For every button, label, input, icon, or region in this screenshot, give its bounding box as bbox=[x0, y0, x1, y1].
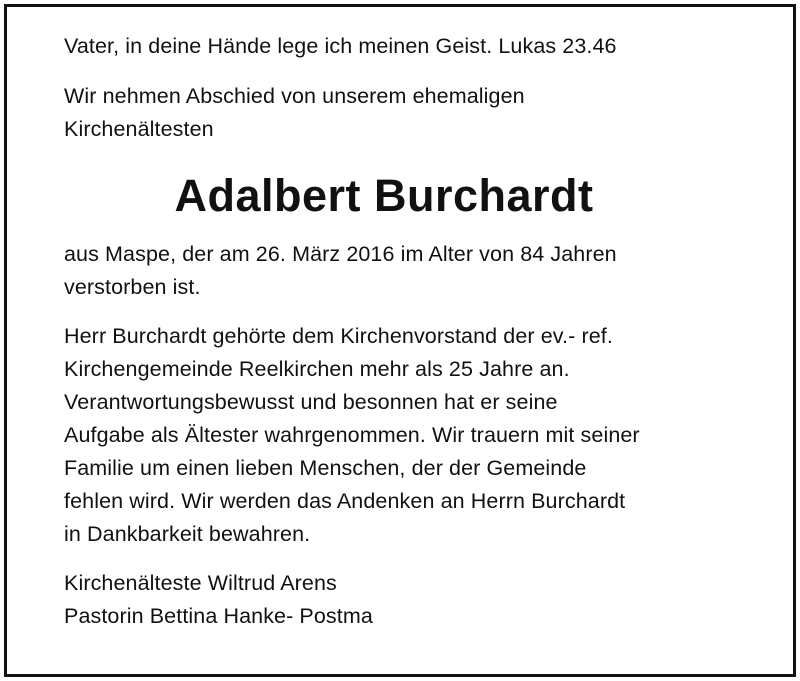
scripture-verse: Vater, in deine Hände lege ich meinen Geist. Lukas 23.46 bbox=[64, 34, 617, 58]
body-line: Kirchengemeinde Reelkirchen mehr als 25 Jahre an. bbox=[64, 357, 570, 381]
intro-text bbox=[64, 80, 744, 146]
body-line: fehlen wird. Wir werden das Andenken an Herrn Burchardt bbox=[64, 489, 626, 513]
body-line: Verantwortungsbewusst und besonnen hat er seine bbox=[64, 390, 558, 414]
origin-text bbox=[64, 238, 744, 304]
spacer bbox=[64, 222, 744, 238]
body-text bbox=[64, 320, 744, 551]
spacer bbox=[64, 63, 744, 80]
origin-line: aus Maspe, der am 26. März 2016 im Alter von 84 Jahren bbox=[64, 242, 617, 266]
body-line: in Dankbarkeit bewahren. bbox=[64, 522, 311, 546]
signatories bbox=[64, 567, 744, 633]
intro-line: Wir nehmen Abschied von unserem ehemaligen bbox=[64, 84, 525, 108]
obituary-notice bbox=[64, 30, 744, 633]
spacer bbox=[64, 304, 744, 320]
intro-line: Kirchenältesten bbox=[64, 117, 214, 141]
body-line: Aufgabe als Ältester wahrgenommen. Wir trauern mit seiner bbox=[64, 423, 640, 447]
spacer bbox=[64, 146, 744, 170]
spacer bbox=[64, 551, 744, 567]
signatory: Kirchenälteste Wiltrud Arens bbox=[64, 571, 337, 595]
body-line: Familie um einen lieben Menschen, der der Gemeinde bbox=[64, 456, 587, 480]
body-line: Herr Burchardt gehörte dem Kirchenvorstand der ev.- ref. bbox=[64, 324, 613, 348]
deceased-name: Adalbert Burchardt bbox=[174, 170, 594, 221]
signatory: Pastorin Bettina Hanke- Postma bbox=[64, 604, 373, 628]
origin-line: verstorben ist. bbox=[64, 275, 201, 299]
